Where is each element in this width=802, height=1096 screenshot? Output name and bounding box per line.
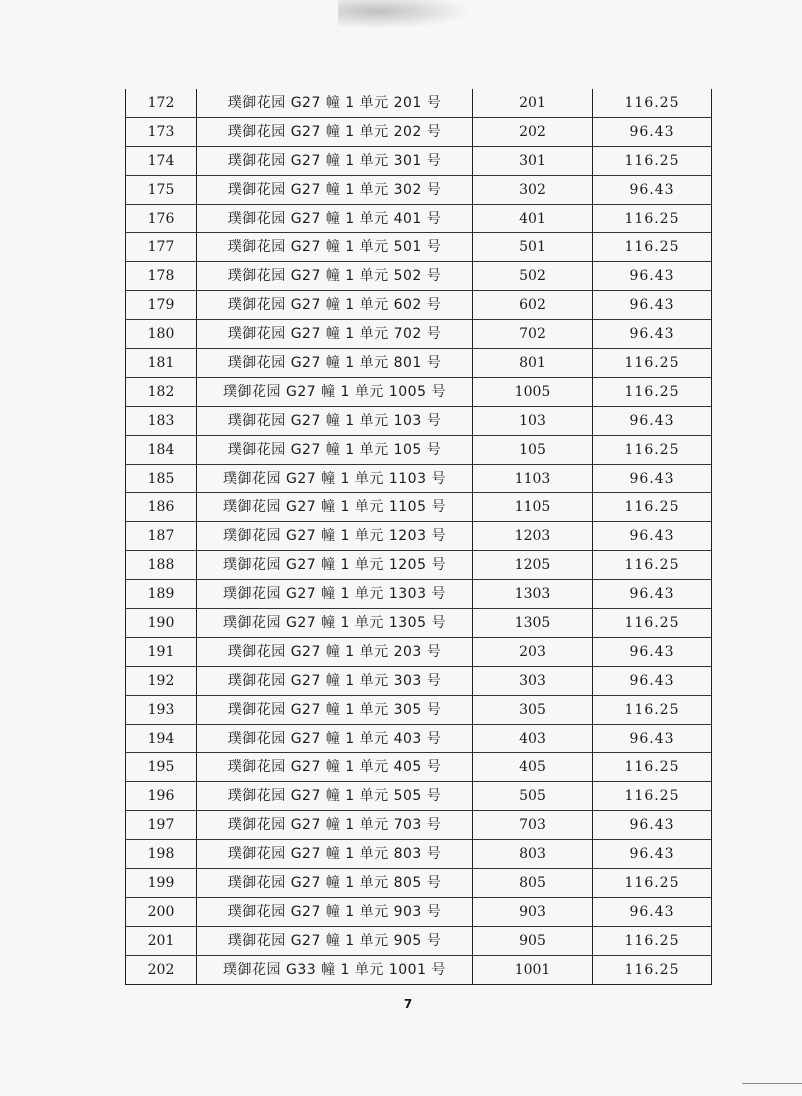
property-name-cell: 璞御花园 G27 幢 1 单元 702 号: [197, 320, 473, 349]
row-number-cell: 181: [126, 349, 197, 378]
property-name-cell: 璞御花园 G27 幢 1 单元 1303 号: [197, 580, 473, 609]
table-row: [126, 869, 712, 898]
area-cell: 116.25: [593, 493, 712, 522]
property-name-cell: 璞御花园 G27 幢 1 单元 502 号: [197, 262, 473, 291]
table-row: [126, 464, 712, 493]
table-row: [126, 233, 712, 262]
room-number-cell: 1103: [473, 464, 593, 493]
room-number-cell: 203: [473, 637, 593, 666]
table-row: [126, 204, 712, 233]
area-cell: 116.25: [593, 695, 712, 724]
row-number-cell: 180: [126, 320, 197, 349]
table-row: [126, 897, 712, 926]
table-row: [126, 609, 712, 638]
room-number-cell: 502: [473, 262, 593, 291]
row-number-cell: 189: [126, 580, 197, 609]
property-name-cell: 璞御花园 G27 幢 1 单元 305 号: [197, 695, 473, 724]
area-cell: 96.43: [593, 811, 712, 840]
area-cell: 96.43: [593, 666, 712, 695]
area-cell: 116.25: [593, 926, 712, 955]
table-row: [126, 695, 712, 724]
property-name-cell: 璞御花园 G27 幢 1 单元 303 号: [197, 666, 473, 695]
room-number-cell: 501: [473, 233, 593, 262]
row-number-cell: 190: [126, 609, 197, 638]
room-number-cell: 602: [473, 291, 593, 320]
room-number-cell: 1203: [473, 522, 593, 551]
table-row: [126, 291, 712, 320]
row-number-cell: 188: [126, 551, 197, 580]
row-number-cell: 182: [126, 377, 197, 406]
table-row: [126, 117, 712, 146]
room-number-cell: 1305: [473, 609, 593, 638]
area-cell: 116.25: [593, 955, 712, 984]
room-number-cell: 1001: [473, 955, 593, 984]
room-number-cell: 702: [473, 320, 593, 349]
room-number-cell: 302: [473, 175, 593, 204]
area-cell: 116.25: [593, 782, 712, 811]
area-cell: 96.43: [593, 637, 712, 666]
property-name-cell: 璞御花园 G27 幢 1 单元 1005 号: [197, 377, 473, 406]
property-name-cell: 璞御花园 G27 幢 1 单元 405 号: [197, 753, 473, 782]
row-number-cell: 202: [126, 955, 197, 984]
table-row: [126, 435, 712, 464]
row-number-cell: 187: [126, 522, 197, 551]
table-row: [126, 782, 712, 811]
property-name-cell: 璞御花园 G27 幢 1 单元 805 号: [197, 869, 473, 898]
row-number-cell: 193: [126, 695, 197, 724]
property-name-cell: 璞御花园 G27 幢 1 单元 202 号: [197, 117, 473, 146]
room-number-cell: 801: [473, 349, 593, 378]
row-number-cell: 176: [126, 204, 197, 233]
room-number-cell: 505: [473, 782, 593, 811]
table-row: [126, 320, 712, 349]
row-number-cell: 197: [126, 811, 197, 840]
table-row: [126, 955, 712, 984]
area-cell: 96.43: [593, 320, 712, 349]
table-body: [126, 89, 712, 984]
room-number-cell: 1105: [473, 493, 593, 522]
area-cell: 96.43: [593, 406, 712, 435]
row-number-cell: 195: [126, 753, 197, 782]
property-name-cell: 璞御花园 G27 幢 1 单元 801 号: [197, 349, 473, 378]
table-row: [126, 377, 712, 406]
table-row: [126, 406, 712, 435]
row-number-cell: 191: [126, 637, 197, 666]
property-name-cell: 璞御花园 G27 幢 1 单元 403 号: [197, 724, 473, 753]
row-number-cell: 194: [126, 724, 197, 753]
table-row: [126, 666, 712, 695]
property-name-cell: 璞御花园 G27 幢 1 单元 301 号: [197, 146, 473, 175]
row-number-cell: 192: [126, 666, 197, 695]
area-cell: 116.25: [593, 233, 712, 262]
room-number-cell: 103: [473, 406, 593, 435]
table-row: [126, 262, 712, 291]
row-number-cell: 172: [126, 89, 197, 117]
area-cell: 116.25: [593, 435, 712, 464]
area-cell: 96.43: [593, 724, 712, 753]
area-cell: 96.43: [593, 464, 712, 493]
room-number-cell: 905: [473, 926, 593, 955]
row-number-cell: 173: [126, 117, 197, 146]
table-row: [126, 580, 712, 609]
row-number-cell: 179: [126, 291, 197, 320]
row-number-cell: 198: [126, 840, 197, 869]
room-number-cell: 1205: [473, 551, 593, 580]
table-row: [126, 89, 712, 117]
row-number-cell: 184: [126, 435, 197, 464]
room-number-cell: 403: [473, 724, 593, 753]
row-number-cell: 178: [126, 262, 197, 291]
property-name-cell: 璞御花园 G27 幢 1 单元 103 号: [197, 406, 473, 435]
area-cell: 96.43: [593, 117, 712, 146]
table-row: [126, 753, 712, 782]
row-number-cell: 201: [126, 926, 197, 955]
area-cell: 96.43: [593, 262, 712, 291]
area-cell: 96.43: [593, 840, 712, 869]
property-name-cell: 璞御花园 G27 幢 1 单元 203 号: [197, 637, 473, 666]
property-name-cell: 璞御花园 G27 幢 1 单元 505 号: [197, 782, 473, 811]
area-cell: 96.43: [593, 522, 712, 551]
area-cell: 116.25: [593, 753, 712, 782]
table-row: [126, 926, 712, 955]
room-number-cell: 105: [473, 435, 593, 464]
property-name-cell: 璞御花园 G27 幢 1 单元 302 号: [197, 175, 473, 204]
room-number-cell: 303: [473, 666, 593, 695]
area-cell: 116.25: [593, 146, 712, 175]
room-number-cell: 305: [473, 695, 593, 724]
property-list-table: [125, 89, 712, 985]
area-cell: 116.25: [593, 89, 712, 117]
row-number-cell: 186: [126, 493, 197, 522]
row-number-cell: 200: [126, 897, 197, 926]
property-name-cell: 璞御花园 G27 幢 1 单元 105 号: [197, 435, 473, 464]
room-number-cell: 202: [473, 117, 593, 146]
property-name-cell: 璞御花园 G27 幢 1 单元 1103 号: [197, 464, 473, 493]
table-row: [126, 146, 712, 175]
room-number-cell: 201: [473, 89, 593, 117]
property-name-cell: 璞御花园 G27 幢 1 单元 1203 号: [197, 522, 473, 551]
table-row: [126, 349, 712, 378]
table-row: [126, 175, 712, 204]
table-row: [126, 637, 712, 666]
scan-edge-line: [742, 1083, 802, 1084]
property-name-cell: 璞御花园 G27 幢 1 单元 1205 号: [197, 551, 473, 580]
room-number-cell: 803: [473, 840, 593, 869]
property-name-cell: 璞御花园 G27 幢 1 单元 803 号: [197, 840, 473, 869]
room-number-cell: 401: [473, 204, 593, 233]
row-number-cell: 175: [126, 175, 197, 204]
area-cell: 96.43: [593, 580, 712, 609]
room-number-cell: 1303: [473, 580, 593, 609]
room-number-cell: 703: [473, 811, 593, 840]
area-cell: 116.25: [593, 349, 712, 378]
table-row: [126, 811, 712, 840]
page-number: 7: [403, 997, 413, 1011]
area-cell: 116.25: [593, 609, 712, 638]
room-number-cell: 405: [473, 753, 593, 782]
row-number-cell: 196: [126, 782, 197, 811]
room-number-cell: 301: [473, 146, 593, 175]
scan-artifact: [338, 0, 468, 28]
room-number-cell: 1005: [473, 377, 593, 406]
property-name-cell: 璞御花园 G27 幢 1 单元 401 号: [197, 204, 473, 233]
property-name-cell: 璞御花园 G27 幢 1 单元 602 号: [197, 291, 473, 320]
table-row: [126, 522, 712, 551]
property-name-cell: 璞御花园 G27 幢 1 单元 905 号: [197, 926, 473, 955]
area-cell: 96.43: [593, 175, 712, 204]
row-number-cell: 174: [126, 146, 197, 175]
table-row: [126, 551, 712, 580]
area-cell: 96.43: [593, 291, 712, 320]
row-number-cell: 183: [126, 406, 197, 435]
property-name-cell: 璞御花园 G27 幢 1 单元 703 号: [197, 811, 473, 840]
property-name-cell: 璞御花园 G27 幢 1 单元 1305 号: [197, 609, 473, 638]
property-name-cell: 璞御花园 G33 幢 1 单元 1001 号: [197, 955, 473, 984]
table-row: [126, 840, 712, 869]
property-name-cell: 璞御花园 G27 幢 1 单元 903 号: [197, 897, 473, 926]
row-number-cell: 177: [126, 233, 197, 262]
table-row: [126, 724, 712, 753]
table-row: [126, 493, 712, 522]
area-cell: 116.25: [593, 204, 712, 233]
area-cell: 96.43: [593, 897, 712, 926]
area-cell: 116.25: [593, 869, 712, 898]
room-number-cell: 805: [473, 869, 593, 898]
area-cell: 116.25: [593, 377, 712, 406]
area-cell: 116.25: [593, 551, 712, 580]
row-number-cell: 185: [126, 464, 197, 493]
room-number-cell: 903: [473, 897, 593, 926]
row-number-cell: 199: [126, 869, 197, 898]
property-name-cell: 璞御花园 G27 幢 1 单元 201 号: [197, 89, 473, 117]
property-name-cell: 璞御花园 G27 幢 1 单元 1105 号: [197, 493, 473, 522]
property-name-cell: 璞御花园 G27 幢 1 单元 501 号: [197, 233, 473, 262]
